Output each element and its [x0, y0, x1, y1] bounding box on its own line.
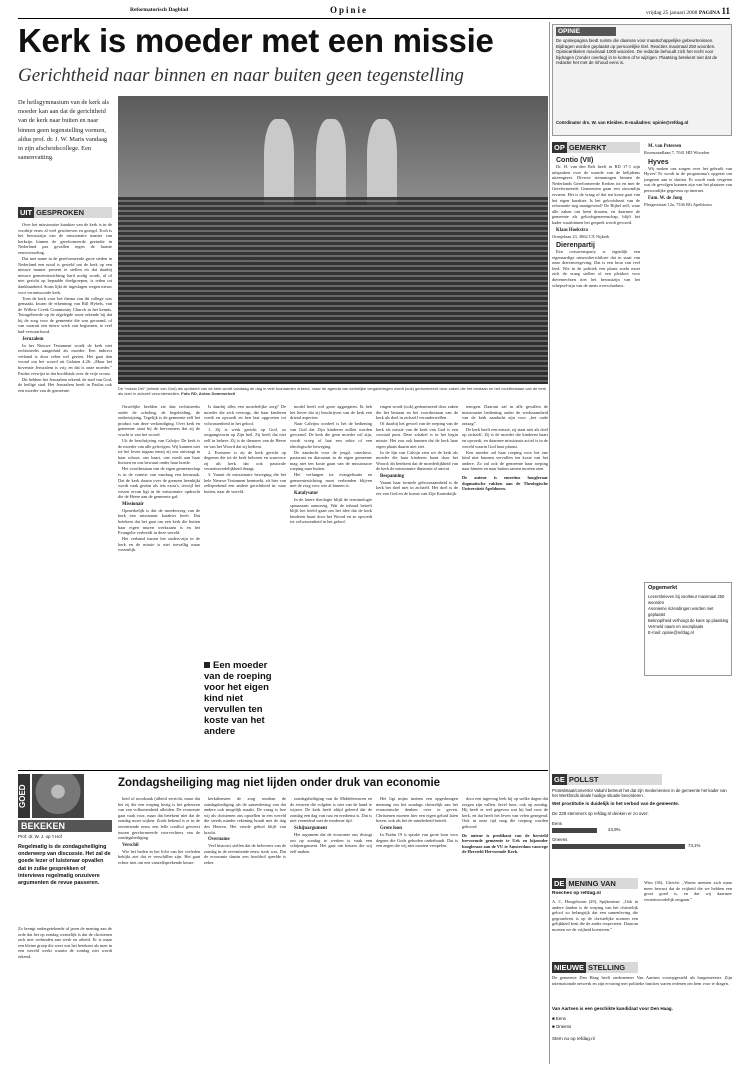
- poll-pct: 24,9%: [608, 827, 621, 832]
- article-column-5: [376, 404, 458, 764]
- rules-box-title: Opgemerkt: [648, 585, 678, 591]
- goed-bekeken-author: Prof. dr. W. J. op 't Hof: [18, 834, 62, 839]
- mening-label-b: MENING VAN: [566, 878, 638, 889]
- poll-section: [552, 774, 732, 894]
- paragraph: In de lijn van Calvijn zien we de kerk als moeder die haar kinderen baart door het Woord; dit betekent dat de moederlijkheid van de kerk de missionaire dimensie al omvat.: [376, 449, 458, 472]
- subhead-jeruzalem: Jeruzalem: [22, 336, 44, 342]
- section-name: Opinie: [330, 5, 369, 15]
- goed-vertical-label: GOED: [18, 774, 30, 818]
- paragraph: 2. Evenzeer is zij de kerk gericht op degenen die tot de kerk behoren en waarvoor zij als kerk dat ook pastorale verantwoordelijkheid draagt.: [204, 449, 286, 472]
- goed-bekeken-text: Zo brengt ondergetekende al jaren de mening aan de orde dat het op zondag wenselijk is dat de christenen zich niet verbinden aan werk en arbeid. Er is maar een kleine groep die weet wat het betekent als men in een wereld werkt waarin de zondag niet wordt erkend.: [18, 926, 112, 959]
- paragraph: model heeft wel grote aggregaten. Ik heb het liever dat zij beschrijven van de kerk een drietal aspecten:: [290, 404, 372, 421]
- subhead-missionair: Missionair: [122, 501, 144, 507]
- arched-window-image: [264, 119, 294, 205]
- arched-window-image: [367, 119, 397, 205]
- mening-section: [552, 878, 732, 958]
- paragraph: Naar Calvijns oordeel is het de bediening van God dat Zijn kinderen zullen worden gevormd. De kerk die geen moeder wil zijn, wordt vroeg of laat een sekte of een ideologische beweging.: [290, 421, 372, 449]
- poll-label-a: GE: [554, 775, 565, 784]
- letter-text: Dr. H. van den Belt heeft in RD 17-1 zijn uitspraken over de waarde van de belijdenis uiteengezet. Diverse stemmingen binnen de Nederlands Gereformeerde Kerken tot en met de Gereformeerde Gemeenten gaan een stroomlijn ervaren. Het is de vraag of dat ten koste gaat van het eigen karakter. Is het geloofsbezit van de reformatie nog maatgevend? De Bijbel zelf, waar alle zaken om heen draaien, en daarmee de gemeente als geloofsgemeenschap, blijft het kader waarbinnen het gesprek wordt gevoerd.: [552, 163, 640, 225]
- opgemerkt-label-a: OP: [554, 143, 565, 152]
- bottom-column-1: [118, 796, 200, 1062]
- stelling-option-label: Eens: [555, 1016, 566, 1021]
- stelling-text: De gemeente Den Haag heeft ondernemer Van Aartsen vooropgesteld als burgemeester. Zijn internationale netwerk en zijn ervaring met politieke functies waren redenen om hem voor te dragen.: [552, 975, 732, 986]
- stelling-question: Van Aartsen is een geschikte kandidaat voor Den Haag.: [552, 1006, 673, 1011]
- stelling-label-a: NIEUWE: [554, 963, 584, 972]
- author-note: De auteur is predikant van de hersteld hervormde gemeente te Urk en bijzonder hoogleraar aan de VU te Amsterdam vanwege de Hersteld Hervormde Kerk.: [462, 832, 548, 855]
- bottom-headline: Zondagsheiliging mag niet lijden onder druk van economie: [118, 777, 441, 789]
- stelling-option-label: Oneens: [555, 1024, 572, 1029]
- letter-signature: Fam. W. de Jong: [648, 195, 683, 201]
- mening-text: A. C. Hoogeboom (29), Spijkenisse: „Ook in andere landen is de roeping van het christelijk geloof zo belangrijk dat een samenleving die gegrondvest is op de christelijke normen een gelijkheid kent die de ander respecteert. Daarom moeten we de vrijheid koesteren.”: [552, 899, 638, 932]
- paragraph: Het ligt mijns inziens een opgedrongen meaning om het zondags christelijk aan het economische denken over te geven. Christenen moeten hier een eigen geluid laten horen, ook als het de minderheid betreft.: [376, 796, 458, 824]
- paragraph: Uit de beschrijving van Calvijn: De kerk is de moeder van alle gelovigen. Wij kunnen niet tot het leven ingaan tenzij zij ons ontvangt in haar schoot, ons baart, ons voedt aan haar borsten en ons bewaart onder haar hoede.: [118, 437, 200, 466]
- opinie-box-contact: Coördinator drs. W. van Kleiden. E-mailadres: opinie@refdag.nl: [556, 120, 689, 125]
- church-assembly-photo: [118, 96, 548, 384]
- opinie-box-text: De opiniepagina biedt ruimte die daarvan voor maatschappelijke gebeurtenissen. Bijdragen worden geplaatst op persoonlijke titel. Reacties maximaal 250 woorden. Opinieartikelen maximaal 1000 woorden. De redactie behoudt zich het recht voor bijdragen (zonder overleg) in te korten of te wijzigen. Plaatsing betekent niet dat de redactie het met de inhoud eens is.: [556, 38, 718, 65]
- caption-text: De “missio Dei” (missie van God) als opdracht van de kerk wordt vandaag de dag in vele toonaarden erkend, maar de agenda van kerkelijke vergaderingen wordt (ook) gedomineerd door zaken die het bestaan en het voortbestaan van de kerk als doel in zichzelf veronderstellen.: [118, 386, 547, 396]
- paragraph: De aandacht voor de jeugd, catechese, pastoraat en diaconaat in de eigen gemeente mag niet ten koste gaan van de missionaire roeping naar buiten.: [290, 449, 372, 472]
- paragraph: In Psalm 19 is sprake van grote loon voor degene die Gods geboden onderhoudt. Dat is een zegen die wij niet moeten verspelen.: [376, 831, 458, 849]
- paragraph: Wie het heden in het licht van het verleden bekijkt ziet dat er verschillen zijn. Het gaat echter niet om een vanzelfsprekende keuze.: [118, 848, 200, 865]
- rule-item: Beknoptheid verhoogt de kans op plaatsing: [648, 618, 729, 623]
- subhead-overname: Overname: [208, 837, 230, 843]
- pews-image: [118, 197, 548, 384]
- opinie-box-label: OPINIE: [556, 27, 616, 36]
- mening-subject: Roeches op refdag.nl: [552, 891, 601, 896]
- paragraph: Het verlangen tot evangelisatie en gemeentestichting moet verbonden blijven met de zorg voor wie al binnen is.: [290, 472, 372, 489]
- rule-item: Lezersbrieven bij voorkeur maximaal 250 woorden: [648, 594, 725, 605]
- subhead-katalysator: Katalysator: [294, 491, 319, 497]
- opgemerkt-label: [552, 142, 640, 153]
- subhead-bespanning: Bespanning: [380, 473, 404, 479]
- bottom-column-3: [290, 796, 372, 1062]
- subhead-verschil: Verschil: [122, 842, 139, 848]
- goed-bekeken-lead: Regelmatig is de zondagsheiliging onderwerp van discussie. Het zal de goede lezer of luisteraar opvallen dat in zulke gesprekken of interviews regelmatig onzuivere argumenten de revue passeren.: [18, 844, 111, 887]
- paragraph: heid of noodzaak (afheid verricht, maar dat het zij die een roeping bezig is het gebeuren van een volkomenheid afleiden. De economie gaat vaak voor, maar dat betekent niet dat de zondag moet wijken. Zoals bekend is er in de zeventiende eeuw een felle conflict geweest tussen gereformeerde voorvechters van de zondagsheiliging.: [118, 796, 200, 841]
- paragraph: door een ingeving leek hij op welke dagen dat zorgen zijn vallen. Javel hoor, ook op zondag. Hij heeft er wel gegeven wat hij had voor de kerk, en dat heeft het leven van velen gezegend. Ook in onze tijd mag die roeping worden gehoord.: [462, 796, 548, 829]
- stelling-option-eens[interactable]: ■ Eens: [552, 1016, 566, 1021]
- poll-bar-oneens: [552, 844, 685, 849]
- letter-title: Contio (VII): [556, 157, 594, 164]
- article-column-3: [204, 404, 286, 654]
- pullquote-text: Een moeder van de roeping voor het eigen kind niet vervullen ten koste van het andere: [204, 660, 272, 737]
- paragraph: Ouwelijke beelden zie dan rechtstreeks onder de scholing, de begeleiding, de onderwijzing. Tegelijk is de gemeente zelf het product van deze verkondiging. Over kerk en gemeente staat bij de hervormers dat zij de vrucht is van het woord.: [118, 404, 200, 437]
- letter-text: Een oorsavensparty is eigenlijk een eigenaardige nieuwsberichtloze dat in staat van onze dierenwetgeving. Dat is een bron van veel leed. Wie in de politiek een plaats zoekt moet zich de vraag stellen of een pleidooi voor dierenrechten niet het bewustzijn van het schepsel-zijn van de mens overschaduwt.: [552, 249, 640, 288]
- arched-window-image: [316, 119, 346, 205]
- author-portrait: [32, 774, 84, 818]
- bottom-divider: [18, 770, 548, 771]
- poll-option-label: Oneens: [552, 837, 568, 842]
- pullquote: [204, 660, 286, 764]
- goed-bekeken-label: BEKEKEN: [18, 820, 112, 832]
- letter-text: Wij maken ons zorgen over het gebruik van Hyves! Er wordt in de programma's opgezet om jongeren aan te sluiten. Er wordt vaak vergeten wat de gevolgen kunnen zijn van het plaatsen van persoonlijke gegevens op internet.: [644, 165, 732, 193]
- masthead: [130, 4, 730, 18]
- poll-bar-eens: [552, 828, 597, 833]
- paragraph: 3. Vanuit de missionaire beweging die het hele Nieuwe Testament kenmerkt, zit hier van zelfsprekend een andere gerichtheid in: naar buiten, naar de wereld.: [204, 472, 286, 495]
- letter-address: Rozenzaadlaan 7, 7041 HD Wisselen: [644, 149, 710, 155]
- date-label: [565, 6, 730, 16]
- opinie-info-box: [552, 24, 732, 136]
- paragraph: Ken moeder zal haar roeping voor het ene kind niet kunnen vervullen ten koste van het andere. Zo zal ook de gemeente haar roeping naar binnen en naar buiten samen moeten zien.: [462, 449, 548, 472]
- subheadline: Gerichtheid naar binnen en naar buiten geen tegenstelling: [18, 65, 464, 86]
- paragraph: Het voortbestaan van de eigen gemeenschap is in de context van vandaag een kernzaak. Dat de kerk daarin over de grenzen heenkijkt wordt vaak gezien als iets extra's, terwijl het wezen ervan ligt in de missionaire opdracht die de Heere aan de gemeente gaf.: [118, 466, 200, 500]
- headline: Kerk is moeder met een missie: [18, 22, 494, 59]
- paragraph: Opmerkelijk is dat de moederzorg van de kerk een missionair karakter heeft. Dat betekent dat het gaat om een kerk die buiten haar eigen muren werkzaam is en het Evangelie verbreidt in deze wereld.: [118, 507, 200, 536]
- column-separator: [549, 22, 550, 1064]
- poll-option-label: Eens: [552, 821, 563, 826]
- stelling-label-b: STELLING: [586, 962, 638, 973]
- opgemerkt-column-2: [644, 142, 732, 578]
- paragraph: Over het missionaire karakter van de kerk is in de voorbije eeuw al veel geschreven en gezegd. Toch is het bewustzijn van de missionaire manier van kerkzijn binnen de gereformeerde gezindte in Nederland pas gevallen tegen de laatste eeuwwisseling.: [18, 222, 112, 255]
- article-column-6: [462, 404, 548, 764]
- poll-pct: 74,1%: [688, 843, 701, 848]
- poll-intro: Proteststaat/convertor Vakahl betreurt het dat zijn medemensen in de gemeente het kader van het Werkfonds ideale huidige situatie bevorderen.: [552, 788, 727, 799]
- date-text: vrijdag 25 januari 2008: [645, 10, 698, 16]
- letter-address: Oranjelaan 23, 3862 CX Nijkerk: [552, 233, 610, 239]
- mening-label-a: DE: [554, 879, 565, 888]
- page-number: 11: [721, 6, 730, 16]
- rules-list: [648, 594, 730, 674]
- paragraph: In het Nieuwe Testament wordt de kerk niet rechtstreeks aangeduid als moeder. Een indirect verband is door velen wel gezien. Het gaat dan vooral om het woord uit Galaten 4:26: „Maar het bovenste Jeruzalem is vrij; en dat is onze moeder.” Paulus verwijst in dat hoofdstuk over de vrije vrouw.: [18, 342, 112, 376]
- letter-title: Dierenpartij: [556, 242, 595, 250]
- stelling-cta-link[interactable]: Stem nu op refdag.nl: [552, 1036, 595, 1041]
- paragraph: In de latere theologie blijft de terminologie spaarzaam aanwezig. Wat de inhoud betreft blijft het beeld gaan om het idee dat de kerk kinderen baart door het Woord en ze opvoedt tot volwassenheid in het geloof.: [290, 497, 372, 525]
- poll-label-b: POLLST: [567, 774, 662, 785]
- bottom-column-5: [462, 796, 548, 1062]
- subhead-grote-loon: Grote loon: [380, 825, 402, 831]
- stelling-label: [552, 962, 638, 973]
- poll-note: De 228 stemmers op refdag.nl denken er zo over:: [552, 811, 649, 816]
- paragraph: Het verband tussen het ouders-zijn in de kerk en de missie is niet toevallig maar wezenlijk.: [118, 536, 200, 553]
- subhead-schijnargument: Schijnargument: [294, 825, 328, 831]
- opgemerkt-column-1: [552, 156, 640, 768]
- paragraph: tenogen. Daarom zal in alle gevallen de missionaire bediening onder de werkzaamheid van de kerk aandacht zijn voor „het oude ontzag”.: [462, 404, 548, 426]
- paragraph: kerkdiensten de zorg rondom de zondagsheiliging als de samenleving van dat andere ook mogelijk maakt. De vraag is hoe wij als christenen ons opstellen in een wereld die steeds minder rekening houdt met de dag des Heeren. Het vierde gebod blijft van kracht.: [204, 796, 286, 835]
- rule-item: Anonieme inzendingen worden niet geplaatst: [648, 606, 714, 617]
- mening-label: [552, 878, 638, 889]
- intro-paragraph: De heilsgymnasium van de kerk als moeder kan aan dat de gerichtheid van de kerk naar buiten en naar binnen geen tegenstelling vormen, aldus prof. dr. J. W. Maris vandaag in zijn afscheidscollege. Een samenvatting.: [18, 99, 110, 162]
- opgemerkt-label-b: GEMERKT: [567, 142, 640, 153]
- uitgesproken-label: [18, 207, 112, 218]
- letter-signature: M. van Petersen: [648, 144, 682, 149]
- uitgesproken-label-a: UIT: [20, 208, 33, 217]
- stelling-option-oneens[interactable]: ■ Oneens: [552, 1024, 572, 1029]
- article-column-1: [18, 222, 112, 764]
- header-rule: [18, 18, 730, 19]
- opgemerkt-rules-box: [644, 582, 732, 676]
- paragraph: ringen wordt (ook) gedomineerd door zaken die het bestaan en het voortbestaan van de kerk als doel in zichzelf veronderstellen.: [376, 404, 458, 421]
- poll-question: Wet prostitutie is duidelijk in het verbod van de gemeente.: [552, 801, 680, 806]
- goed-bekeken-box: [18, 774, 112, 1064]
- photo-caption: [118, 386, 548, 400]
- paragraph: De kerk heeft een missie, zij staat niet als doel op zichzelf. Zij is de moeder die kinderen baart en opvoedt, en daarmee missionair actief is in de wereld waarin God haar plaatst.: [462, 426, 548, 449]
- letter-title: Hyves: [648, 158, 669, 166]
- nieuwe-stelling-section: [552, 962, 732, 1062]
- paragraph: Dit hebben het Jeruzalem erkend, de stad van God, de heilige stad. Het Jeruzalem heeft in Paulus ook een moeder van de gemeente.: [18, 376, 112, 393]
- poll-label: [552, 774, 662, 785]
- paragraph: Vanuit haar formele gehoorzaamheid is de kerk het doel niet in zichzelf. Het doel is de eer van God en de komst van Zijn Koninkrijk.: [376, 479, 458, 497]
- paper-name: Reformatorisch Dagblad: [130, 7, 189, 13]
- paragraph: Toen de kerk voor het thema van dit college was gemaakt, kwam de erkenning van Rill Hybels, van de Willow Creek Community Church in het kennis. Tetragelieerde op de afgelegde route erkende hij dat hij de zorg voor de gemeente die was geroemd, of van waaruit een nieuw werk van begonnen, te veel had verwaarloosd.: [18, 295, 112, 335]
- paragraph: Is daarbij alles een moederlijke zorg? De moeder die zich verzorgt, die haar kinderen voedt en opvoedt en hen laat opgroeien tot volwassenheid in het geloof.: [204, 404, 286, 426]
- rule-item: Vermeld naam en woonplaats: [648, 624, 704, 629]
- bottom-column-2: [204, 796, 286, 1062]
- paragraph: Dat met name in de gereformeerde grote steden in Nederland een nood is geweld om de kerk op een nieuwe manier present te stellen en dat daarbij nieuwe gemeentestichting hard nodig wordt, al of niet gericht op bepaalde doelgroepen, is reden tot dankbaarheid. Soms lijkt de ingeslagen wegen nieuw voor verantwoorde kerk.: [18, 255, 112, 295]
- paragraph: zondagsheiliging van de Middeleeuwen en de eeuwen die volgden is niet van de hand te wijzen. De kerk heeft altijd geleerd dat de zondag een dag van rust en eredienst is. Dat is niet veranderd met de moderne tijd.: [290, 796, 372, 824]
- rule-item: E-mail: opinie@refdag.nl: [648, 630, 694, 635]
- paragraph: 1. Zij is werk gericht op God, zo omgangsvorm op Zijn heil. Zij heeft dat niet zelf in beheer. Zij is de dienares van de Heere en van het Woord dat zij bedient.: [204, 426, 286, 449]
- letter-address: Plesgerstraat 12a, 7336 BG Apeldoorn: [644, 201, 712, 207]
- mening-text-2: Wim (36), Utrecht: „Waren mensen zich maar meer bewust dat de vrijheid die we hebben een groot goed is, en dat wij daarmee verantwoordelijk omgaan.”: [644, 880, 732, 902]
- author-note: De auteur is emeritus hoogleraar dogmatische vakken aan de Theologische Universiteit Apeldoorn.: [462, 474, 548, 492]
- article-column-4: [290, 404, 372, 764]
- paragraph: Veel historici stellen dat de belevenis van de zondag in de zeventiende eeuw sterk was. Dat de economie daarin een hoofdrol speelde is zeker.: [204, 843, 286, 865]
- paragraph: Of daarbij het gevoel van de roeping van de kerk als missie van de kerk van God is een cruciaal punt. Deze schakel is in het begin missie. Het zou ook kunnen dat de kerk haar eigen plaats daarin niet ziet.: [376, 421, 458, 449]
- paragraph: Het argument dat de economie ons dwingt om op zondag te werken is vaak een schijnargument. Het gaat om keuzes die wij zelf maken.: [290, 831, 372, 854]
- uitgesproken-label-b: GESPROKEN: [34, 207, 112, 218]
- photo-credit: Foto RD, Anton Dommerholt: [181, 391, 236, 396]
- page-label: PAGINA: [698, 10, 721, 16]
- letter-signature: Klaas Hoekstra: [556, 227, 588, 233]
- article-column-2: [118, 404, 200, 764]
- bottom-column-4: [376, 796, 458, 1062]
